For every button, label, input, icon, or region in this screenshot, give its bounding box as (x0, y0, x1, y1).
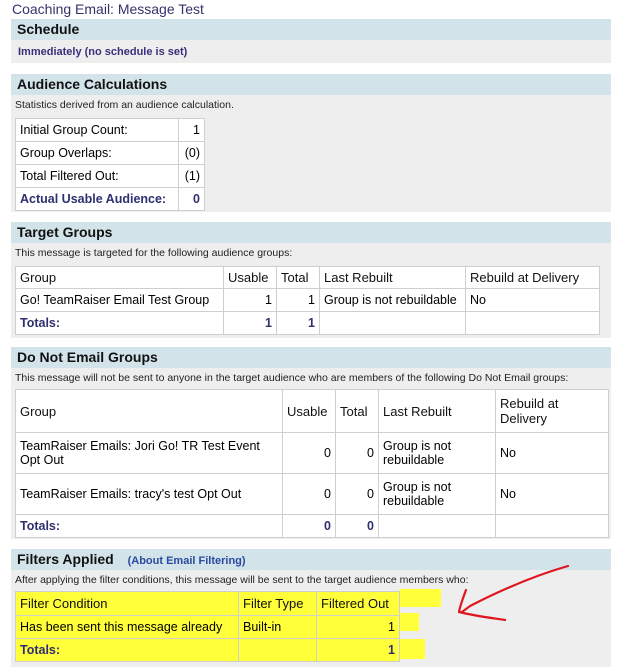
column-header: Filter Type (239, 592, 317, 616)
totals-label: Totals: (16, 312, 224, 335)
column-header: Group (16, 267, 224, 289)
do-not-email-section (11, 347, 611, 539)
page-title: Coaching Email: Message Test (12, 1, 204, 17)
totals-row (16, 515, 609, 538)
rebuild-at-delivery: No (496, 433, 609, 474)
table-row (16, 165, 205, 188)
last-rebuilt: Group is not rebuildable (379, 433, 496, 474)
column-header: Usable (224, 267, 277, 289)
column-header: Filter Condition (16, 592, 239, 616)
schedule-section (11, 19, 611, 63)
group-name: Go! TeamRaiser Email Test Group (16, 289, 224, 312)
table-row (16, 433, 609, 474)
column-header: Rebuild at Delivery (496, 390, 609, 433)
column-header: Usable (283, 390, 336, 433)
filtered-out-count: 1 (317, 616, 400, 639)
usable-count: 0 (283, 433, 336, 474)
totals-label: Totals: (16, 515, 283, 538)
empty-cell (466, 312, 600, 335)
empty-cell (379, 515, 496, 538)
audience-value: (0) (179, 142, 205, 165)
totals-label: Totals: (16, 639, 239, 662)
totals-total: 1 (277, 312, 320, 335)
audience-description: Statistics derived from an audience calculation. (15, 99, 234, 111)
column-header: Last Rebuilt (320, 267, 466, 289)
totals-row (16, 639, 400, 662)
filters-header-label: Filters Applied (17, 551, 114, 567)
target-groups-header: Target Groups (11, 222, 611, 243)
usable-count: 1 (224, 289, 277, 312)
filters-section (11, 549, 611, 667)
total-count: 1 (277, 289, 320, 312)
do-not-email-header: Do Not Email Groups (11, 347, 611, 368)
column-header: Total (277, 267, 320, 289)
audience-section (11, 74, 611, 212)
table-header-row (16, 390, 609, 433)
table-row (16, 142, 205, 165)
rebuild-at-delivery: No (496, 474, 609, 515)
totals-usable: 1 (224, 312, 277, 335)
audience-value: 1 (179, 119, 205, 142)
target-groups-description: This message is targeted for the following audience groups: (15, 247, 293, 259)
totals-usable: 0 (283, 515, 336, 538)
table-row (16, 119, 205, 142)
empty-cell (239, 639, 317, 662)
highlight-mark (399, 639, 425, 659)
about-email-filtering-link[interactable]: (About Email Filtering) (127, 555, 246, 567)
group-name: TeamRaiser Emails: tracy's test Opt Out (16, 474, 283, 515)
filter-type: Built-in (239, 616, 317, 639)
do-not-email-table (15, 389, 609, 538)
audience-table (15, 118, 205, 211)
target-groups-table (15, 266, 600, 335)
filters-header (11, 549, 611, 570)
table-row (16, 188, 205, 211)
last-rebuilt: Group is not rebuildable (320, 289, 466, 312)
rebuild-at-delivery: No (466, 289, 600, 312)
column-header: Filtered Out (317, 592, 400, 616)
do-not-email-description: This message will not be sent to anyone in the target audience who are members of the following Do Not Email groups: (15, 372, 569, 384)
schedule-header: Schedule (11, 19, 611, 40)
empty-cell (496, 515, 609, 538)
group-name: TeamRaiser Emails: Jori Go! TR Test Event Opt Out (16, 433, 283, 474)
totals-row (16, 312, 600, 335)
audience-header: Audience Calculations (11, 74, 611, 95)
usable-count: 0 (283, 474, 336, 515)
audience-label: Initial Group Count: (16, 119, 179, 142)
total-count: 0 (336, 433, 379, 474)
table-row (16, 289, 600, 312)
audience-label: Group Overlaps: (16, 142, 179, 165)
column-header: Last Rebuilt (379, 390, 496, 433)
audience-label: Total Filtered Out: (16, 165, 179, 188)
table-row (16, 616, 400, 639)
last-rebuilt: Group is not rebuildable (379, 474, 496, 515)
column-header: Total (336, 390, 379, 433)
audience-value: (1) (179, 165, 205, 188)
empty-cell (320, 312, 466, 335)
totals-total: 0 (336, 515, 379, 538)
schedule-value: Immediately (no schedule is set) (18, 46, 188, 58)
table-header-row (16, 267, 600, 289)
audience-label: Actual Usable Audience: (16, 188, 179, 211)
filter-condition: Has been sent this message already (16, 616, 239, 639)
column-header: Group (16, 390, 283, 433)
total-count: 0 (336, 474, 379, 515)
table-header-row (16, 592, 400, 616)
filters-table (15, 591, 400, 662)
audience-value: 0 (179, 188, 205, 211)
highlight-mark (399, 589, 441, 607)
column-header: Rebuild at Delivery (466, 267, 600, 289)
filters-description: After applying the filter conditions, this message will be sent to the target audience members who: (15, 574, 469, 586)
highlight-mark (399, 613, 419, 631)
table-row (16, 474, 609, 515)
target-groups-section (11, 222, 611, 338)
totals-filtered: 1 (317, 639, 400, 662)
